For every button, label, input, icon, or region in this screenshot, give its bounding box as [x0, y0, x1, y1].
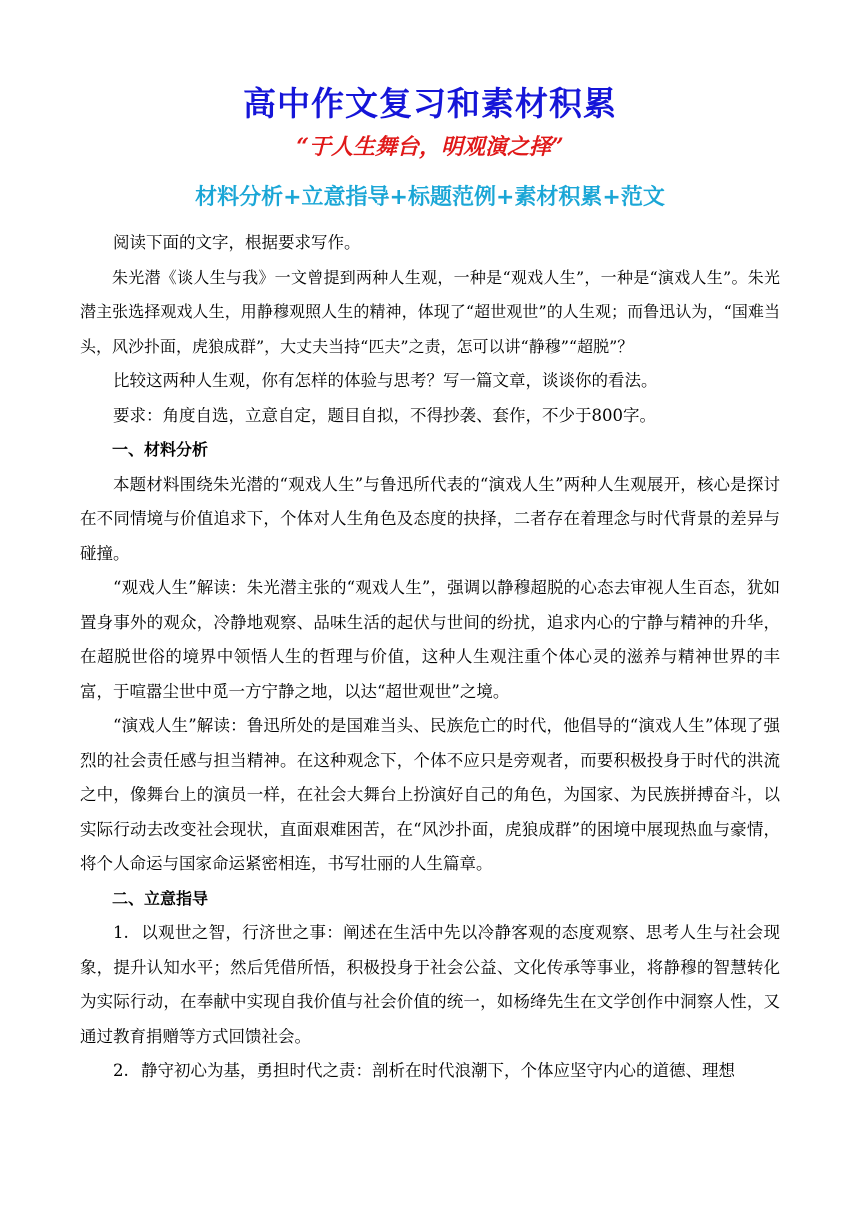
analysis-paragraph: “演戏人生”解读：鲁迅所处的是国难当头、民族危亡的时代，他倡导的“演戏人生”体现了强烈的社会责任感与担当精神。在这种观念下，个体不应只是旁观者，而要积极投身于时代的洪流之中，像舞台上的演员一样，在社会大舞台上扮演好自己的角色，为国家、为民族拼搏奋斗，以实际行动去改变社会现状，直面艰难困苦，在“风沙扑面，虎狼成群”的困境中展现热血与豪情，将个人命运与国家命运紧密相连，书写壮丽的人生篇章。: [80, 716, 780, 873]
page-tagline: 材料分析+立意指导+标题范例+素材积累+范文: [195, 185, 665, 210]
prompt-requirement: 要求：角度自选，立意自定，题目自拟，不得抄袭、套作，不少于800字。: [113, 405, 656, 425]
prompt-material: 朱光潜《谈人生与我》一文曾提到两种人生观，一种是“观戏人生”，一种是“演戏人生”。朱光潜主张选择观戏人生，用静穆观照人生的精神，体现了“超世观世”的人生观；而鲁迅认为，“国难当头，风沙扑面，虎狼成群”，大丈夫当持“匹夫”之责，怎可以讲“静穆”“超脱”？: [80, 267, 780, 356]
guidance-item-number: 2.: [113, 1061, 129, 1080]
analysis-paragraph: “观戏人生”解读：朱光潜主张的“观戏人生”，强调以静穆超脱的心态去审视人生百态，犹如置身事外的观众，冷静地观察、品味生活的起伏与世间的纷扰，追求内心的宁静与精神的升华，在超脱世俗的境界中领悟人生的哲理与价值，这种人生观注重个体心灵的滋养与精神世界的丰富，于喧嚣尘世中觅一方宁静之地，以达“超世观世”之境。: [80, 578, 780, 701]
guidance-item: [80, 916, 780, 1054]
analysis-paragraph: 本题材料围绕朱光潜的“观戏人生”与鲁迅所代表的“演戏人生”两种人生观展开，核心是探讨在不同情境与价值追求下，个体对人生角色及态度的抉择，二者存在着理念与时代背景的差异与碰撞。: [80, 474, 780, 563]
guidance-item-text: 静守初心为基，勇担时代之责：剖析在时代浪潮下，个体应坚守内心的道德、理想: [141, 1061, 735, 1080]
page-subtitle: “于人生舞台，明观演之择”: [296, 134, 564, 160]
section-heading-analysis: 一、材料分析: [112, 440, 209, 459]
guidance-item-text: 以观世之智，行济世之事：阐述在生活中先以冷静客观的态度观察、思考人生与社会现象，提升认知水平；然后凭借所悟，积极投身于社会公益、文化传承等事业，将静穆的智慧转化为实际行动，在奉献中实现自我价值与社会价值的统一，如杨绛先生在文学创作中洞察人性，又通过教育捐赠等方式回馈社会。: [80, 923, 780, 1046]
document-body: [80, 226, 780, 1089]
prompt-question: 比较这两种人生观，你有怎样的体验与思考？写一篇文章，谈谈你的看法。: [113, 371, 658, 390]
guidance-item-number: 1.: [113, 923, 129, 942]
page-title: 高中作文复习和素材积累: [243, 84, 617, 123]
prompt-intro: 阅读下面的文字，根据要求写作。: [113, 233, 361, 252]
guidance-item: [80, 1054, 780, 1089]
section-heading-guidance: 二、立意指导: [112, 888, 209, 908]
